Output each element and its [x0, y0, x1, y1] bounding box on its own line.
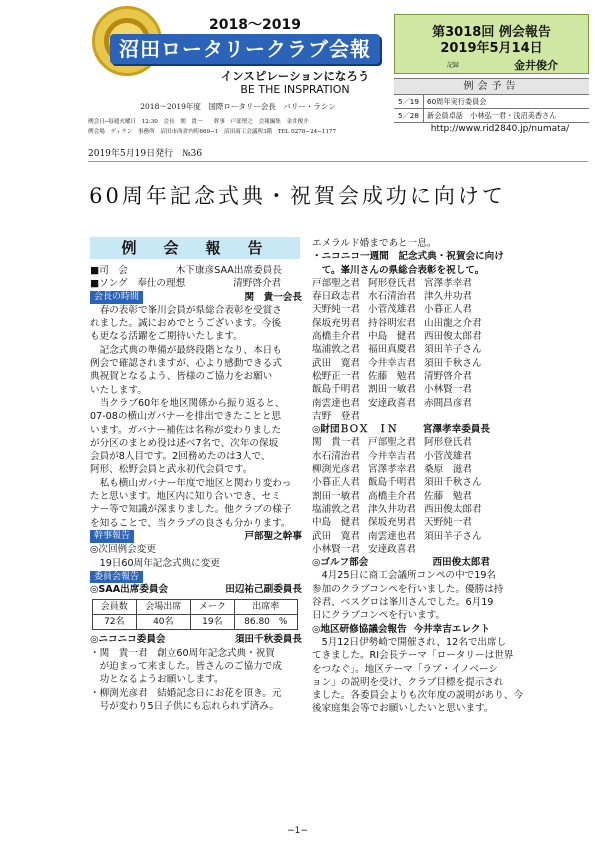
text-line: います。ガバナー補佐は名称が変わりました	[90, 424, 282, 436]
list-item: 塩浦敦之君 津久井功君 西田俊太郎君	[312, 503, 482, 515]
preview-date: 5／28	[394, 109, 424, 122]
table-header-cell: 会場出席	[136, 600, 190, 615]
list-item: 柳渕光彦君 宮澤孝幸君 桑原 滋君	[312, 464, 472, 476]
report-date: 2019年5月14日	[440, 41, 543, 56]
text-line: 5月12日伊勢崎で開催され、12名で出席し	[312, 636, 507, 648]
right-column	[312, 237, 524, 716]
list-item: 塩浦敦之君 福田真慶君 須田羊子さん	[312, 344, 482, 356]
text-line: 参加のクラブコンペを行いました。優勝は持	[312, 583, 504, 595]
foundation-names-list	[312, 436, 490, 556]
text-line: ョン」の説明を受け、クラブ目標を提示され	[312, 676, 504, 688]
table-header-cell: 会員数	[93, 600, 137, 615]
report-number: 第3018回 例会報告	[432, 25, 551, 40]
preview-row	[394, 109, 589, 123]
list-item: 南雲達也君 安達政喜君 赤間昌彦君	[312, 397, 472, 409]
report-box	[394, 14, 589, 74]
section-tag-secretary: 幹事報告	[90, 530, 134, 543]
saa-title: ◎SAA出席委員会	[90, 584, 169, 596]
table-header-row	[93, 600, 298, 615]
week-title: て。峯川さんの県総合表彰を祝して。	[312, 264, 485, 276]
text-line: 当クラブ60年を地区関係から振り返ると、	[90, 397, 285, 409]
text-line: 4月25日に商工会議所コンペの中で19名	[312, 570, 497, 582]
theme-en: BE THE INSPRATION	[240, 83, 350, 96]
text-line: 会員が8人目です。2回務めたのは3人で、	[90, 451, 271, 463]
president-time-header	[90, 291, 302, 304]
district-title: ◎地区研修協議会報告	[312, 623, 407, 635]
secretary-report-header	[90, 530, 302, 543]
meeting-preview	[394, 78, 589, 123]
table-cell: 72名	[93, 615, 137, 630]
president-name: 関 貴一会長	[244, 291, 302, 303]
text-line: ました。各委員会よりも次年度の説明があり、今	[312, 690, 524, 702]
foundation-box-name: 宮澤孝幸委員長	[422, 424, 490, 436]
club-name-banner: 沼田ロータリークラブ会報	[110, 34, 380, 64]
president-line: 2018〜2019年度 国際ロータリー会長 バリー・ラシン	[140, 102, 336, 111]
table-cell: 19名	[191, 615, 235, 630]
left-column	[90, 264, 302, 713]
recorder-label: 記録	[447, 62, 460, 69]
table-header-cell: メーク	[191, 600, 235, 615]
list-item: 天野純一君 小菅茂雄君 小暮正人君	[312, 304, 472, 316]
page-number: −1−	[287, 826, 308, 836]
president-text	[90, 304, 302, 530]
info-line-2: 例会場 ディラン 事務所 沼田市西倉内町669−1 沼田商工会議所3階 TEL 0278−24−1177	[88, 129, 337, 135]
preview-row	[394, 95, 589, 109]
theme-jp: インスピレーションになろう	[220, 69, 370, 83]
district-name: 今井幸吉エレクト	[413, 623, 490, 635]
list-item: 中島 健君 保坂充男君 天野純一君	[312, 517, 472, 529]
district-header	[312, 623, 490, 636]
list-item: 春日政志君 水石清治君 津久井功君	[312, 291, 472, 303]
text-line: エメラルド婚まであと一息。	[312, 238, 437, 249]
section-tag-committee: 委員会報告	[90, 571, 143, 583]
text-line: ・柳渕光彦君 結婚記念日にお花を頂き。元	[90, 687, 282, 699]
foundation-box-title: ◎財団ＢＯＸ ＩＮ	[312, 424, 398, 436]
text-line: 日にクラブコンペを行います。	[312, 610, 446, 622]
text-line: が分区のまとめ役は述べ7名で、次年の保坂	[90, 437, 279, 449]
list-item: 吉野 登君	[312, 410, 360, 422]
golf-header	[312, 556, 490, 569]
text-line: が迫まって来ました。皆さんのご協力で成	[90, 661, 282, 673]
secretary-name: 戸部聖之幹事	[244, 530, 302, 542]
text-line: を知ることで、当クラブの良さも分かります。	[90, 517, 291, 529]
saa-name: 田辺祐己副委員長	[225, 584, 302, 596]
issue-line: 2019年5月19日発行 №36	[88, 149, 203, 159]
meeting-preview-heading: 例会予告	[394, 78, 589, 95]
text-line: 谷君、ベスグロは峯川さんでした。6月19	[312, 597, 494, 609]
years: 2018〜2019	[209, 17, 301, 33]
golf-title: ◎ゴルフ部会	[312, 557, 369, 569]
table-header-cell: 出席率	[234, 600, 297, 615]
text-line: ナー等で知識が深まりました。他クラブの様子	[90, 504, 292, 516]
text-line: れました。誠におめでとうございます。今後	[90, 318, 282, 330]
club-url-link[interactable]: http://www.rid2840.jp/numata/	[430, 124, 570, 134]
niko-name: 須田千秋委員長	[234, 634, 302, 646]
info-line-1: 例会日─毎週火曜日 12:30 会長 関 貴一 幹事 戸部聖之 会報編集 金井俊介	[88, 119, 309, 125]
header-divider	[88, 161, 588, 162]
text-line: てきました。RI会長テーマ「ロータリーは世界	[312, 650, 514, 662]
list-item: 松野正一君 佐藤 勉君 清野啓介君	[312, 370, 472, 382]
text-line: ・関 貴一君 創立60周年記念式典・祝賀	[90, 647, 275, 659]
list-item: 関 貴一君 戸部聖之君 阿形登氏君	[312, 437, 472, 449]
list-item: 保坂充男君 持谷明宏君 山田龍之介君	[312, 317, 482, 329]
list-item: 戸部聖之君 阿形登氏君 宮澤孝幸君	[312, 277, 472, 289]
chair-line: ■司 会 木下康彦SAA出席委員長	[90, 265, 282, 276]
text-line: 典祝賀となるよう、皆様のご協力をお願い	[90, 371, 273, 383]
report-heading: 例 会 報 告	[90, 237, 300, 259]
text-line: 私も横山ガバナー年度で地区と関わり変わっ	[90, 477, 292, 489]
list-item: 割田一敏君 高橋圭介君 佐藤 勉君	[312, 490, 472, 502]
niko-names-list	[312, 277, 490, 423]
text-line: 記念式典の準備が最終段階となり、本日も	[90, 344, 282, 356]
text-line: 例会で確認されますが、心より感動できる式	[90, 358, 282, 370]
text-line: たと思います。地区内に知り合いでき、セミ	[90, 491, 281, 503]
text-line: をつなぐ」。地区テーマ「ラブ・イノベーシ	[312, 663, 498, 675]
golf-name: 西田俊太郎君	[432, 557, 490, 569]
song-line: ■ソング 奉仕の理想 清野啓介君	[90, 278, 282, 290]
niko-header	[90, 633, 302, 646]
section-tag-president: 会長の時間	[90, 291, 143, 304]
table-cell: 86.80 %	[234, 615, 297, 630]
list-item: 武田 寛君 南雲達也君 須田羊子さん	[312, 530, 482, 542]
text-line: 号が変わり5日子供にも忘れられず済み。	[90, 700, 279, 712]
week-title: ・ニコニコ一週間 記念式典・祝賀会に向け	[312, 251, 504, 263]
preview-date: 5／19	[394, 95, 424, 108]
niko-title: ◎ニコニコ委員会	[90, 634, 166, 646]
list-item: 小林賢一君 安達政喜君	[312, 543, 416, 555]
preview-text: 60周年実行委員会	[427, 97, 487, 106]
list-item: 小暮正人君 飯島千明君 須田千秋さん	[312, 477, 482, 489]
text-line: 07-08の横山ガバナーを排出できたことと思	[90, 411, 281, 423]
text-line: 19日60周年記念式典に変更	[90, 557, 220, 569]
list-item: 水石清治君 今井幸吉君 小菅茂雄君	[312, 450, 472, 462]
text-line: いたします。	[90, 384, 147, 396]
text-line: 後家庭集会等でお願いしたいと思います。	[312, 703, 494, 715]
text-line: ◎次回例会変更	[90, 544, 156, 556]
attendance-table	[92, 599, 298, 630]
text-line: 春の表彰で峯川会員が県総合表彰を受賞さ	[90, 304, 282, 316]
list-item: 高橋圭介君 中島 健君 西田俊太郎君	[312, 331, 482, 343]
table-row	[93, 615, 298, 630]
table-cell: 40名	[136, 615, 190, 630]
foundation-box-header	[312, 423, 490, 436]
list-item: 武田 寛君 今井幸吉君 須田千秋さん	[312, 357, 482, 369]
text-line: 阿形、松野会員と武永初代会員です。	[90, 464, 253, 476]
text-line: も更なる活躍をご期待いたします。	[90, 331, 243, 343]
main-title: 60周年記念式典・祝賀会成功に向けて	[89, 184, 506, 208]
preview-text: 新会員卓話 小林弘一君・浅沼美香さん	[427, 111, 557, 120]
text-line: 功となるようお願いします。	[90, 674, 224, 686]
recorder-name: 金井俊介	[514, 59, 558, 72]
list-item: 飯島千明君 割田一敏君 小林賢一君	[312, 384, 472, 396]
saa-header	[90, 583, 302, 596]
